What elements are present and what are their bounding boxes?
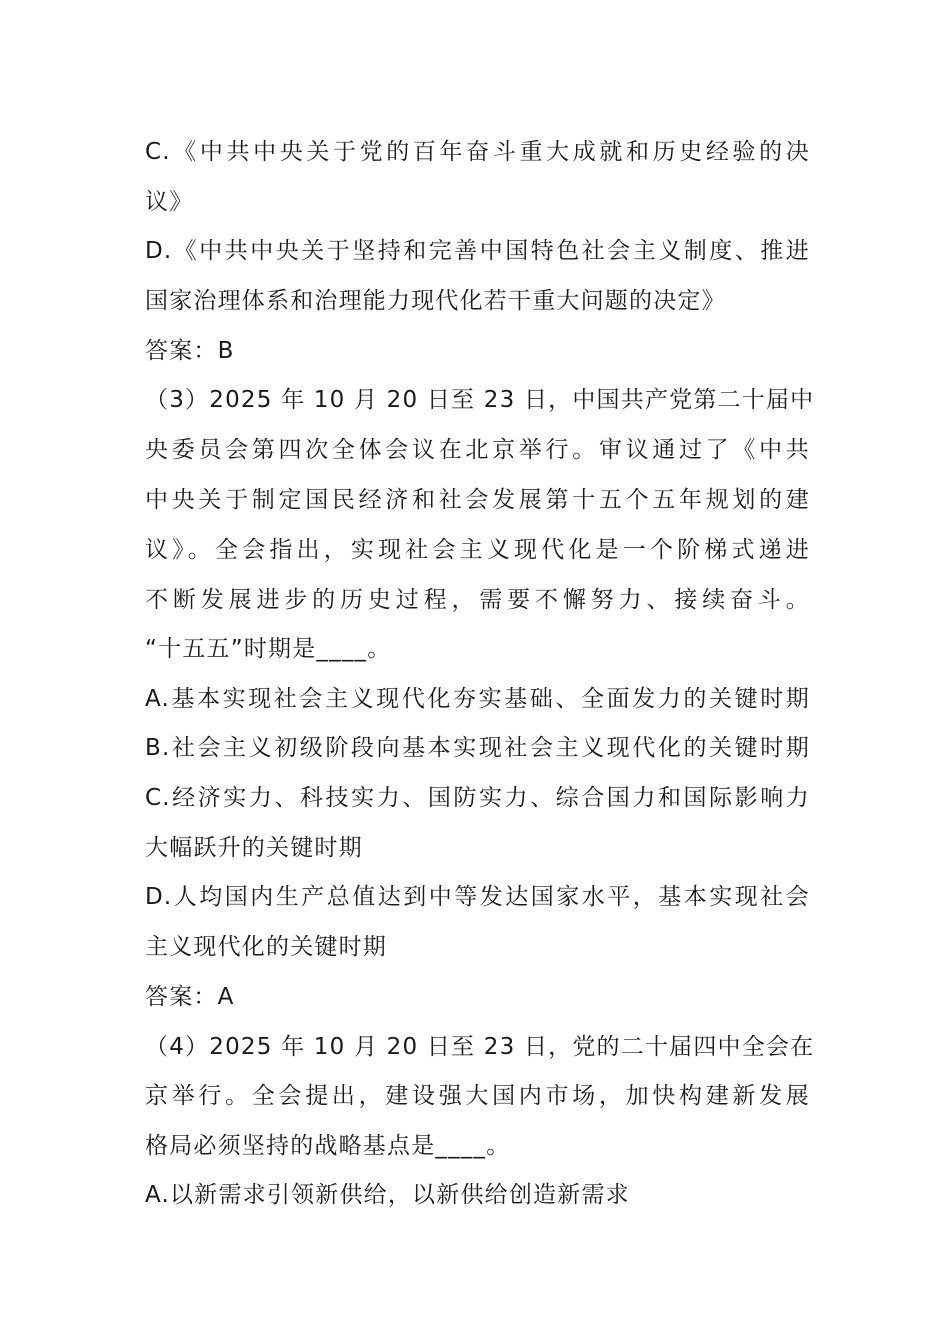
option-c-line-2: 议》 (145, 189, 194, 215)
question-3-line-6: “十五五”时期是____。 (145, 636, 392, 662)
answer-line: 答案：B (145, 338, 235, 364)
option-d-line-2: 国家治理体系和治理能力现代化若干重大问题的决定》 (145, 288, 726, 314)
question-4-line-1: （4）2025 年 10 月 20 日至 23 日，党的二十届四中全会在 (145, 1034, 815, 1060)
answer-line: 答案：A (145, 984, 235, 1010)
option-d-line-2: 主义现代化的关键时期 (145, 934, 387, 960)
option-d-line-1: D.《中共中央关于坚持和完善中国特色社会主义制度、推进 (145, 238, 810, 264)
option-d-line-1: D.人均国内生产总值达到中等发达国家水平，基本实现社会 (145, 884, 810, 910)
question-3-line-3: 中央关于制定国民经济和社会发展第十五个五年规划的建 (145, 487, 810, 513)
option-b-line: B.社会主义初级阶段向基本实现社会主义现代化的关键时期 (145, 735, 810, 761)
option-c-line-1: C.经济实力、科技实力、国防实力、综合国力和国际影响力 (145, 785, 810, 811)
option-c-line-1: C.《中共中央关于党的百年奋斗重大成就和历史经验的决 (145, 139, 810, 165)
question-4-line-3: 格局必须坚持的战略基点是____。 (145, 1133, 511, 1159)
option-c-line-2: 大幅跃升的关键时期 (145, 835, 363, 861)
option-a-line: A.以新需求引领新供给，以新供给创造新需求 (145, 1182, 630, 1208)
question-3-line-2: 央委员会第四次全体会议在北京举行。审议通过了《中共 (145, 437, 810, 463)
option-a-line: A.基本实现社会主义现代化夯实基础、全面发力的关键时期 (145, 686, 810, 712)
question-4-line-2: 京举行。全会提出，建设强大国内市场，加快构建新发展 (145, 1083, 810, 1109)
question-3-line-5: 不断发展进步的历史过程，需要不懈努力、接续奋斗。 (145, 587, 810, 613)
question-3-line-1: （3）2025 年 10 月 20 日至 23 日，中国共产党第二十届中 (145, 387, 815, 413)
question-3-line-4: 议》。全会指出，实现社会主义现代化是一个阶梯式递进 (145, 537, 810, 563)
